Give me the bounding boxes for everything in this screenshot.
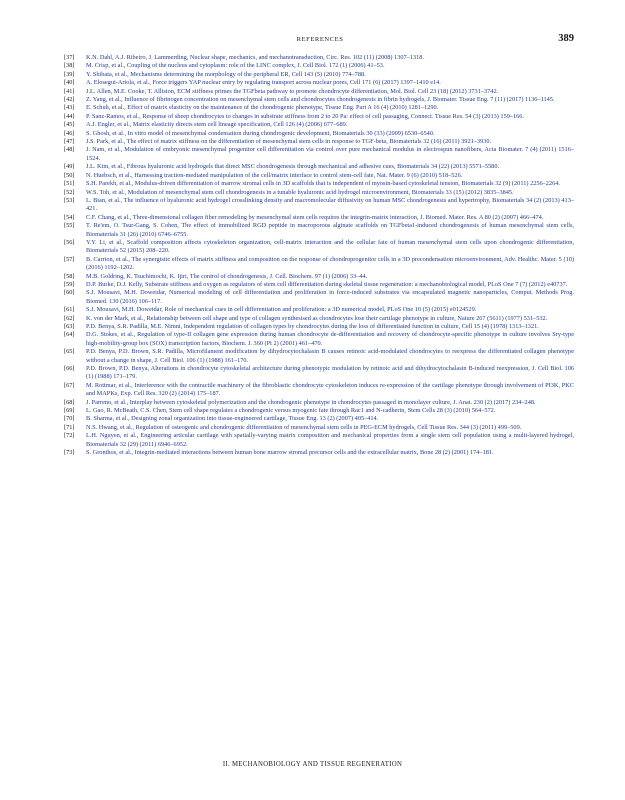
reference-entry: [64, 289, 574, 306]
reference-list: [64, 54, 574, 458]
reference-entry: [64, 449, 574, 457]
reference-citation[interactable]: P.D. Benya, S.R. Padilla, M.E. Nimni, Independent regulation of collagen types by chondrocytes during the loss of differentiated function in culture, Cell 15 (4) (1978) 1313–1321.: [86, 323, 539, 330]
reference-entry: [64, 281, 574, 289]
reference-citation[interactable]: P.D. Brown, P.D. Benya, Alterations in chondrocyte cytoskeletal architecture during phenotypic modulation by retinoic acid and dihydrocytochalasin B-induced reexpression, J. Cell Biol. 106 (1) (1988) 171–179.: [86, 365, 574, 381]
reference-citation[interactable]: M. Crisp, et al., Coupling of the nucleus and cytoplasm: role of the LINC complex, J. Cell Biol. 172 (1) (2006) 41–53.: [86, 62, 385, 70]
reference-citation[interactable]: D.G. Stokes, et al., Regulation of type-II collagen gene expression during human chondrocyte de-differentiation and recovery of chondrocyte-specific phenotype in culture involves Sry-type high-mobility-group box (SOX) transcription factors, Biochem. J. 360 (Pt 2) (2001) 461–470.: [86, 331, 574, 347]
reference-entry: [64, 180, 574, 188]
reference-number: [45]: [64, 121, 75, 129]
reference-number: [59]: [64, 280, 75, 288]
reference-entry: [64, 96, 574, 104]
reference-citation[interactable]: J.S. Park, et al., The effect of matrix stiffness on the differentiation of mesenchymal stem cells in response to TGF-beta, Biomaterials 32 (16) (2011) 3921–3930.: [86, 138, 492, 146]
reference-entry: [64, 323, 574, 331]
reference-number: [48]: [64, 146, 75, 154]
reference-number: [64]: [64, 331, 75, 339]
reference-citation[interactable]: K.N. Dahl, A.J. Ribeiro, J. Lammerding, Nuclear shape, mechanics, and mechanotransduction, Circ. Res. 102 (11) (2008) 1307–1318.: [86, 54, 424, 61]
reference-citation[interactable]: C.F. Chang, et al., Three-dimensional collagen fiber remodeling by mesenchymal stem cells requires the integrin-matrix interaction, J. Biomed. Mater. Res. A 80 (2) (2007) 466–474.: [86, 213, 544, 221]
reference-number: [46]: [64, 129, 75, 137]
reference-citation[interactable]: M.B. Goldring, K. Tsuchimochi, K. Ijiri, The control of chondrogenesis, J. Cell. Biochem. 97 (1) (2006) 33–44.: [86, 272, 368, 280]
reference-entry: [64, 197, 574, 214]
reference-entry: [64, 189, 574, 197]
reference-number: [44]: [64, 112, 75, 120]
reference-number: [40]: [64, 79, 75, 87]
reference-entry: [64, 222, 574, 239]
running-footer: II. MECHANOBIOLOGY AND TISSUE REGENERATION: [222, 761, 403, 768]
reference-entry: [64, 315, 574, 323]
reference-citation[interactable]: K. von der Mark, et al., Relationship between cell shape and type of collagen synthesised as chondrocytes lose their cartilage phenotype in culture, Nature 267 (5611) (1977) 531–532.: [86, 314, 548, 322]
reference-entry: [64, 348, 574, 365]
reference-number: [52]: [64, 188, 75, 196]
reference-entry: [64, 121, 574, 129]
reference-citation[interactable]: Y.Y. Li, et al., Scaffold composition affects cytoskeleton organization, cell-matrix interaction and the cellular fate of human mesenchymal stem cells upon chondrogenic differentiation, Biomaterials 52 (2015) 208–220.: [86, 238, 574, 255]
reference-citation[interactable]: T. Re'em, O. Tsur-Gang, S. Cohen, The effect of immobilized RGD peptide in macroporous alginate scaffolds on TGFbeta1-induced chondrogenesis of human mesenchymal stem cells, Biomaterials 31 (26) (2010) 6746–6755.: [86, 222, 574, 238]
reference-citation[interactable]: L. Bian, et al., The influence of hyaluronic acid hydrogel crosslinking density and macromolecular diffusivity on human MSC chondrogenesis and hypertrophy, Biomaterials 34 (2) (2013) 413–421.: [86, 196, 574, 213]
reference-citation[interactable]: E. Schuh, et al., Effect of matrix elasticity on the maintenance of the chondrogenic phenotype, Tissue Eng. Part A 16 (4) (2010) 1281–1290.: [86, 104, 439, 112]
reference-number: [55]: [64, 222, 75, 230]
reference-entry: [64, 424, 574, 432]
reference-citation[interactable]: B. Sharma, et al., Designing zonal organization into tissue-engineered cartilage, Tissue Eng. 13 (2) (2007) 405–414.: [86, 415, 379, 423]
reference-entry: [64, 79, 574, 87]
reference-number: [69]: [64, 407, 75, 415]
reference-citation[interactable]: B. Carrion, et al., The synergistic effects of matrix stiffness and composition on the response of chondroprogenitor cells in a 3D precondensation microenvironment, Adv. Healthc. Mater. 5 (10) (2016) 1192–1202.: [86, 255, 574, 272]
reference-entry: [64, 113, 574, 121]
reference-number: [49]: [64, 163, 75, 171]
reference-entry: [64, 54, 574, 62]
reference-entry: [64, 256, 574, 273]
reference-citation[interactable]: W.S. Toh, et al., Modulation of mesenchymal stem cell chondrogenesis in a tunable hyaluronic acid hydrogel microenvironment, Biomaterials 33 (15) (2012) 3835–3845.: [86, 188, 514, 196]
reference-number: [38]: [64, 62, 75, 70]
reference-citation[interactable]: S.H. Parekh, et al., Modulus-driven differentiation of marrow stromal cells in 3D scaffolds that is independent of myosin-based cytoskeletal tension, Biomaterials 32 (9) (2011) 2256–2264.: [86, 180, 560, 188]
reference-citation[interactable]: S. Gronthos, et al., Integrin-mediated interactions between human bone marrow stromal precursor cells and the extracellular matrix, Bone 28 (2) (2001) 174–181.: [86, 449, 494, 457]
reference-number: [61]: [64, 306, 75, 314]
reference-citation[interactable]: P. Sanz-Ramos, et al., Response of sheep chondrocytes to changes in substrate stiffness from 2 to 20 Pa: effect of cell passaging, Connect. Tissue Res. 54 (3) (2013) 159–166.: [86, 112, 525, 120]
reference-entry: [64, 415, 574, 423]
page-number: 389: [558, 33, 574, 44]
reference-citation[interactable]: N. Huebsch, et al., Harnessing traction-mediated manipulation of the cell/matrix interface to control stem-cell fate, Nat. Mater. 9 (6) (2010) 518–526.: [86, 171, 463, 179]
reference-number: [50]: [64, 171, 75, 179]
reference-entry: [64, 146, 574, 163]
reference-number: [62]: [64, 314, 75, 322]
reference-number: [47]: [64, 138, 75, 146]
reference-number: [57]: [64, 255, 75, 263]
reference-citation[interactable]: D.P. Burke, D.J. Kelly, Substrate stiffness and oxygen as regulators of stem cell differentiation during skeletal tissue regeneration: a mechanobiological model, PLoS One 7 (7) (2012) e40737.: [86, 280, 568, 288]
reference-entry: [64, 382, 574, 399]
reference-number: [51]: [64, 180, 75, 188]
reference-citation[interactable]: A.J. Engler, et al., Matrix elasticity directs stem cell lineage specification, Cell 126 (4) (2006) 677–689.: [86, 121, 348, 129]
reference-entry: [64, 172, 574, 180]
reference-entry: [64, 71, 574, 79]
reference-number: [43]: [64, 104, 75, 112]
reference-entry: [64, 62, 574, 70]
reference-entry: [64, 239, 574, 256]
reference-entry: [64, 88, 574, 96]
reference-citation[interactable]: Z. Yang, et al., Influence of fibrinogen concentration on mesenchymal stem cells and chondrocytes chondrogenesis in fibrin hydrogels, J. Biomater. Tissue Eng. 7 (11) (2017) 1136–1145.: [86, 96, 555, 104]
reference-citation[interactable]: S.J. Mousavi, M.H. Doweidar, Numerical modeling of cell differentiation and proliferation in force-induced substrates via encapsulated magnetic nanoparticles, Comput. Methods Prog. Biomed. 130 (2016) 106–117.: [86, 289, 574, 305]
reference-number: [73]: [64, 449, 75, 457]
reference-entry: [64, 273, 574, 281]
reference-number: [71]: [64, 423, 75, 431]
reference-citation[interactable]: L.H. Nguyen, et al., Engineering articular cartilage with spatially-varying matrix composition and mechanical properties from a single stem cell population using a multi-layered hydrogel, Biomaterials 32 (29) (2011) 6946–6952.: [86, 432, 574, 448]
reference-number: [41]: [64, 87, 75, 95]
reference-number: [70]: [64, 415, 75, 423]
reference-citation[interactable]: A. Elosegui-Artola, et al., Force triggers YAP nuclear entry by regulating transport across nuclear pores, Cell 171 (6) (2017) 1397–1410 e14.: [86, 79, 441, 87]
reference-number: [37]: [64, 54, 75, 61]
reference-entry: [64, 432, 574, 449]
reference-citation[interactable]: S.J. Mousavi, M.H. Doweidar, Role of mechanical cues in cell differentiation and proliferation: a 3D numerical model, PLoS One 10 (5) (2015) e0124529.: [86, 306, 477, 314]
reference-entry: [64, 399, 574, 407]
reference-number: [67]: [64, 381, 75, 389]
reference-number: [66]: [64, 365, 75, 373]
reference-citation[interactable]: L. Gao, R. McBeath, C.S. Chen, Stem cell shape regulates a chondrogenic versus myogenic fate through Rac1 and N-cadherin, Stem Cells 28 (3) (2010) 564–572.: [86, 407, 496, 415]
reference-entry: [64, 138, 574, 146]
reference-number: [63]: [64, 323, 75, 330]
reference-entry: [64, 365, 574, 382]
reference-entry: [64, 214, 574, 222]
reference-number: [53]: [64, 196, 75, 204]
reference-number: [39]: [64, 70, 75, 78]
reference-citation[interactable]: J. Parreno, et al., Interplay between cytoskeletal polymerization and the chondrogenic phenotype in chondrocytes passaged in monolayer culture, J. Anat. 230 (2) (2017) 234–248.: [86, 398, 536, 406]
reference-number: [56]: [64, 238, 75, 246]
reference-entry: [64, 130, 574, 138]
reference-citation[interactable]: J.L. Allen, M.E. Cooke, T. Alliston, ECM stiffness primes the TGFbeta pathway to promote chondrocyte differentiation, Mol. Biol. Cell 23 (18) (2012) 3731–3742.: [86, 87, 499, 95]
reference-number: [68]: [64, 398, 75, 406]
reference-citation[interactable]: Y. Shibata, et al., Mechanisms determining the morphology of the peripheral ER, Cell 143 (5) (2010) 774–788.: [86, 70, 366, 78]
reference-number: [42]: [64, 96, 75, 104]
reference-number: [65]: [64, 348, 75, 356]
reference-number: [54]: [64, 213, 75, 221]
reference-number: [58]: [64, 272, 75, 280]
reference-citation[interactable]: P.D. Benya, P.D. Brown, S.R. Padilla, Microfilament modification by dihydrocytochalasin B causes retinoic acid-modulated chondrocytes to reexpress the differentiated collagen phenotype without a change in shape, J. Cell Biol. 106 (1) (1988) 161–170.: [86, 348, 574, 364]
running-header: [66, 33, 574, 47]
reference-entry: [64, 163, 574, 171]
reference-entry: [64, 306, 574, 314]
reference-entry: [64, 104, 574, 112]
reference-citation[interactable]: N.S. Hwang, et al., Regulation of osteogenic and chondrogenic differentiation of mesenchymal stem cells in PEG-ECM hydrogels, Cell Tissue Res. 344 (3) (2011) 499–509.: [86, 423, 522, 431]
reference-entry: [64, 331, 574, 348]
reference-entry: [64, 407, 574, 415]
reference-citation[interactable]: J. Nam, et al., Modulation of embryonic mesenchymal progenitor cell differentiation via control over pure mechanical modulus in electrospun nanofibers, Acta Biomater. 7 (4) (2011) 1516–1524.: [86, 146, 574, 162]
running-header-title: REFERENCES: [296, 36, 344, 43]
reference-number: [60]: [64, 289, 75, 297]
reference-citation[interactable]: J.L. Kim, et al., Fibrous hyaluronic acid hydrogels that direct MSC chondrogenesis through mechanical and adhesive cues, Biomaterials 34 (22) (2013) 5571–5580.: [86, 163, 500, 171]
reference-citation[interactable]: S. Ghosh, et al., In vitro model of mesenchymal condensation during chondrogenic development, Biomaterials 30 (33) (2009) 6530–6540.: [86, 129, 435, 137]
reference-citation[interactable]: M. Rottmar, et al., Interference with the contractile machinery of the fibroblastic chondrocyte cytoskeleton induces re-expression of the cartilage phenotype through involvement of PI3K, PKC and MAPKs, Exp. Cell Res. 320 (2) (2014) 175–187.: [86, 381, 574, 398]
reference-number: [72]: [64, 432, 75, 440]
